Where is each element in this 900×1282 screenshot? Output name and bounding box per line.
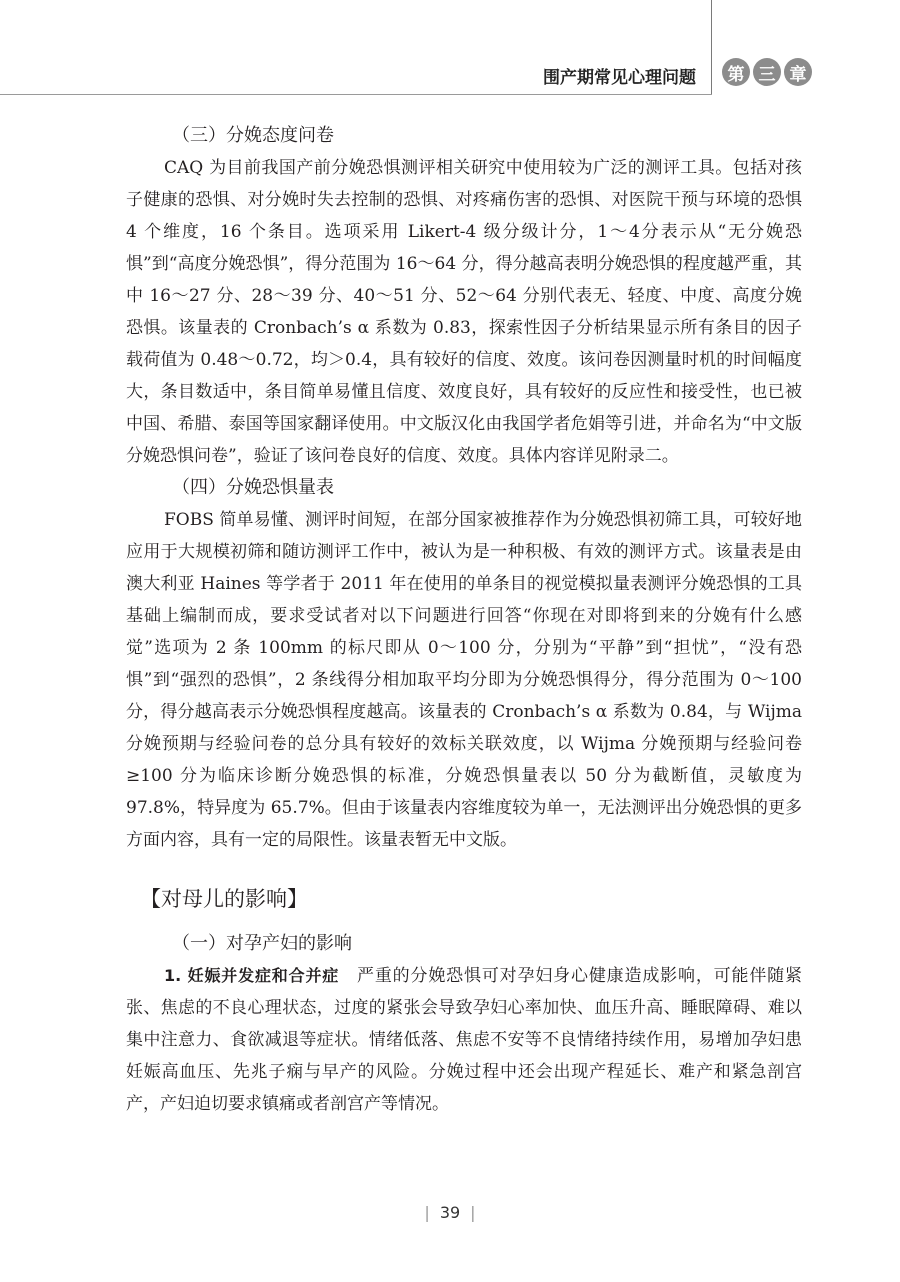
maternal-heading: （一）对孕产妇的影响: [172, 933, 352, 954]
fobs-paragraph: FOBS 简单易懂、测评时间短，在部分国家被推荐作为分娩恐惧初筛工具，可较好地应用于大规模初筛和随访测评工作中，被认为是一种积极、有效的测评方式。该量表是由澳大利亚 Haines 等学者于 2011 年在使用的单条目的视觉模拟量表测评分娩恐惧的工具基础上编制而成，要求受试者对以下问题进行回答“你现在对即将到来的分娩有什么感觉”选项为 2 条 100mm 的标尺即从 0～100 分，分别为“平静”到“担忧”，“没有恐惧”到“强烈的恐惧”，2 条线得分相加取平均分即为分娩恐惧得分，得分范围为 0～100 分，得分越高表示分娩恐惧程度越高。该量表的 Cronbach’s α 系数为 0.84，与 Wijma 分娩预期与经验问卷的总分具有较好的效标关联效度，以 Wijma 分娩预期与经验问卷≥100 分为临床诊断分娩恐惧的标准，分娩恐惧量表以 50 分为截断值，灵敏度为 97.8%，特异度为 65.7%。但由于该量表内容维度较为单一，无法测评出分娩恐惧的更多方面内容，具有一定的局限性。该量表暂无中文版。: [126, 510, 802, 850]
caq-heading: （三）分娩态度问卷: [172, 125, 334, 146]
header-vertical-rule: [711, 0, 712, 95]
fobs-heading: （四）分娩恐惧量表: [172, 477, 334, 498]
caq-paragraph: CAQ 为目前我国产前分娩恐惧测评相关研究中使用较为广泛的测评工具。包括对孩子健康的恐惧、对分娩时失去控制的恐惧、对疼痛伤害的恐惧、对医院干预与环境的恐惧 4 个维度，16 个条目。选项采用 Likert-4 级分级计分，1～4分表示从“无分娩恐惧”到“高度分娩恐惧”，得分范围为 16～64 分，得分越高表明分娩恐惧的程度越严重，其中 16～27 分、28～39 分、40～51 分、52～64 分别代表无、轻度、中度、高度分娩恐惧。该量表的 Cronbach’s α 系数为 0.83，探索性因子分析结果显示所有条目的因子载荷值为 0.48～0.72，均＞0.4，具有较好的信度、效度。该问卷因测量时机的时间幅度大，条目数适中，条目简单易懂且信度、效度良好，具有较好的反应性和接受性，也已被中国、希腊、泰国等国家翻译使用。中文版汉化由我国学者危娟等引进，并命名为“中文版分娩恐惧问卷”，验证了该问卷良好的信度、效度。具体内容详见附录二。: [126, 158, 802, 466]
page-number: 39: [439, 1203, 461, 1222]
chapter-char: 章: [784, 58, 812, 86]
chapter-char: 三: [753, 58, 781, 86]
chapter-char: 第: [722, 58, 750, 86]
folio-bar-right: |: [470, 1203, 476, 1222]
page-folio: [0, 1203, 900, 1222]
folio-bar-left: |: [424, 1203, 430, 1222]
preeclampsia-runin: 1. 妊娠并发症和合并症: [164, 966, 340, 985]
page-body: [126, 120, 802, 1120]
header-rule: [0, 94, 712, 95]
preeclampsia-text: 严重的分娩恐惧可对孕妇身心健康造成影响，可能伴随紧张、焦虑的不良心理状态，过度的紧张会导致孕妇心率加快、血压升高、睡眠障碍、难以集中注意力、食欲减退等症状。情绪低落、焦虑不安等不良情绪持续作用，易增加孕妇患妊娠高血压、先兆子痫与早产的风险。分娩过程中还会出现产程延长、难产和紧急剖宫产，产妇迫切要求镇痛或者剖宫产等情况。: [126, 966, 803, 1114]
preeclampsia-paragraph: [126, 960, 802, 1120]
chapter-badge: [722, 58, 812, 86]
impact-heading: 【对母儿的影响】: [140, 887, 308, 911]
running-title: 围产期常见心理问题: [543, 68, 696, 88]
